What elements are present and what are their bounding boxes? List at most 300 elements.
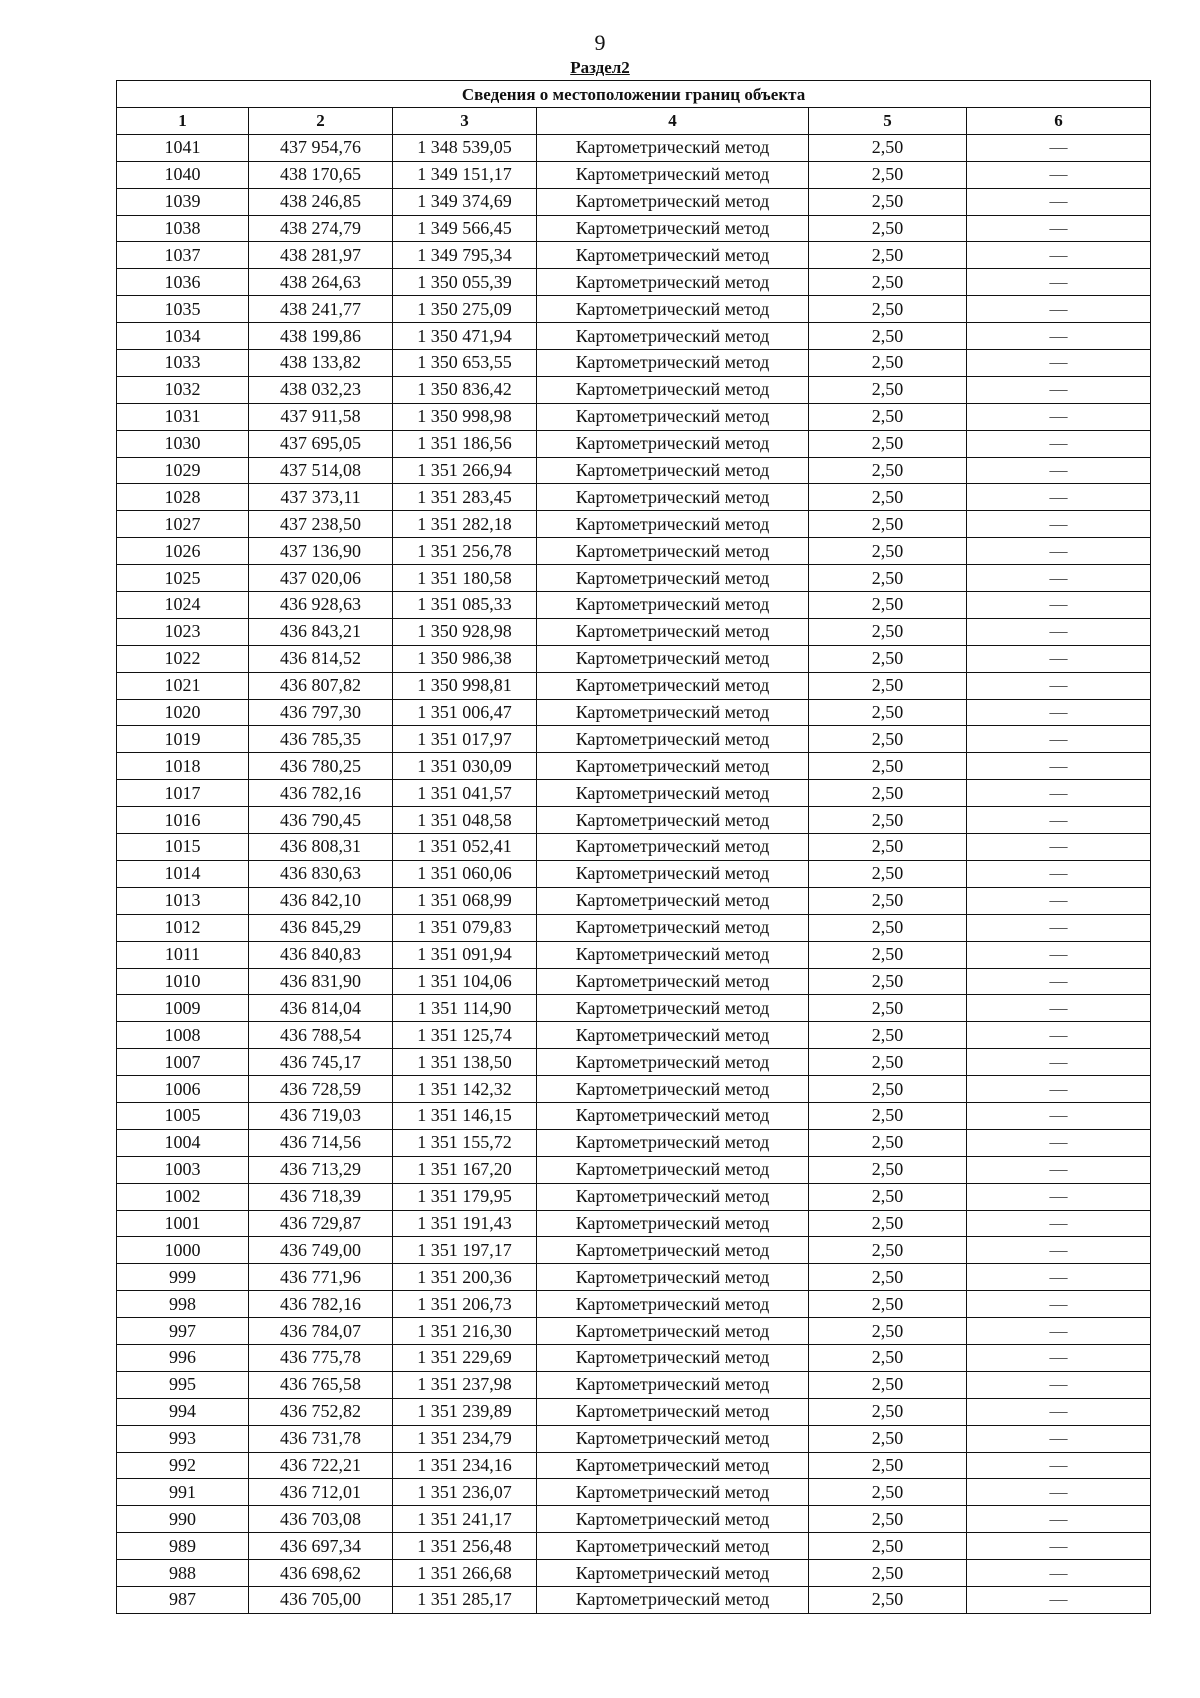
accuracy-cell: 2,50 [809, 1452, 967, 1479]
method-cell: Картометрический метод [537, 323, 809, 350]
accuracy-cell: 2,50 [809, 457, 967, 484]
accuracy-cell: 2,50 [809, 1318, 967, 1345]
method-cell: Картометрический метод [537, 1022, 809, 1049]
accuracy-cell: 2,50 [809, 1398, 967, 1425]
point-number-cell: 1016 [117, 807, 249, 834]
point-number-cell: 1015 [117, 834, 249, 861]
method-cell: Картометрический метод [537, 296, 809, 323]
accuracy-cell: 2,50 [809, 484, 967, 511]
x-coordinate-cell: 436 830,63 [249, 860, 393, 887]
x-coordinate-cell: 436 808,31 [249, 834, 393, 861]
table-row [117, 645, 1151, 672]
description-cell: — [967, 1506, 1151, 1533]
point-number-cell: 996 [117, 1344, 249, 1371]
table-row [117, 860, 1151, 887]
description-cell: — [967, 726, 1151, 753]
accuracy-cell: 2,50 [809, 1425, 967, 1452]
accuracy-cell: 2,50 [809, 645, 967, 672]
accuracy-cell: 2,50 [809, 753, 967, 780]
accuracy-cell: 2,50 [809, 188, 967, 215]
accuracy-cell: 2,50 [809, 1102, 967, 1129]
y-coordinate-cell: 1 351 104,06 [393, 968, 537, 995]
table-row [117, 834, 1151, 861]
method-cell: Картометрический метод [537, 1398, 809, 1425]
method-cell: Картометрический метод [537, 699, 809, 726]
method-cell: Картометрический метод [537, 1156, 809, 1183]
method-cell: Картометрический метод [537, 968, 809, 995]
table-row [117, 430, 1151, 457]
table-row [117, 1129, 1151, 1156]
method-cell: Картометрический метод [537, 1586, 809, 1613]
table-row [117, 1586, 1151, 1613]
description-cell: — [967, 860, 1151, 887]
point-number-cell: 1017 [117, 780, 249, 807]
accuracy-cell: 2,50 [809, 296, 967, 323]
table-row [117, 242, 1151, 269]
method-cell: Картометрический метод [537, 538, 809, 565]
point-number-cell: 1034 [117, 323, 249, 350]
description-cell: — [967, 215, 1151, 242]
y-coordinate-cell: 1 351 052,41 [393, 834, 537, 861]
x-coordinate-cell: 438 264,63 [249, 269, 393, 296]
x-coordinate-cell: 437 373,11 [249, 484, 393, 511]
method-cell: Картометрический метод [537, 1129, 809, 1156]
method-cell: Картометрический метод [537, 376, 809, 403]
description-cell: — [967, 538, 1151, 565]
y-coordinate-cell: 1 349 151,17 [393, 161, 537, 188]
x-coordinate-cell: 436 731,78 [249, 1425, 393, 1452]
x-coordinate-cell: 436 771,96 [249, 1264, 393, 1291]
method-cell: Картометрический метод [537, 511, 809, 538]
method-cell: Картометрический метод [537, 403, 809, 430]
method-cell: Картометрический метод [537, 1264, 809, 1291]
description-cell: — [967, 1237, 1151, 1264]
x-coordinate-cell: 436 713,29 [249, 1156, 393, 1183]
table-row [117, 672, 1151, 699]
point-number-cell: 1018 [117, 753, 249, 780]
x-coordinate-cell: 438 170,65 [249, 161, 393, 188]
table-row [117, 269, 1151, 296]
x-coordinate-cell: 436 780,25 [249, 753, 393, 780]
point-number-cell: 987 [117, 1586, 249, 1613]
y-coordinate-cell: 1 351 180,58 [393, 565, 537, 592]
y-coordinate-cell: 1 350 998,98 [393, 403, 537, 430]
table-row [117, 161, 1151, 188]
method-cell: Картометрический метод [537, 1076, 809, 1103]
x-coordinate-cell: 436 729,87 [249, 1210, 393, 1237]
accuracy-cell: 2,50 [809, 1264, 967, 1291]
point-number-cell: 1030 [117, 430, 249, 457]
table-row [117, 511, 1151, 538]
table-row [117, 1291, 1151, 1318]
description-cell: — [967, 1129, 1151, 1156]
accuracy-cell: 2,50 [809, 1049, 967, 1076]
column-header: 3 [393, 108, 537, 135]
column-header: 6 [967, 108, 1151, 135]
method-cell: Картометрический метод [537, 1049, 809, 1076]
y-coordinate-cell: 1 351 006,47 [393, 699, 537, 726]
description-cell: — [967, 968, 1151, 995]
accuracy-cell: 2,50 [809, 1586, 967, 1613]
x-coordinate-cell: 438 274,79 [249, 215, 393, 242]
x-coordinate-cell: 437 238,50 [249, 511, 393, 538]
accuracy-cell: 2,50 [809, 1291, 967, 1318]
y-coordinate-cell: 1 351 186,56 [393, 430, 537, 457]
accuracy-cell: 2,50 [809, 780, 967, 807]
x-coordinate-cell: 436 785,35 [249, 726, 393, 753]
y-coordinate-cell: 1 351 191,43 [393, 1210, 537, 1237]
x-coordinate-cell: 437 514,08 [249, 457, 393, 484]
table-row [117, 134, 1151, 161]
method-cell: Картометрический метод [537, 242, 809, 269]
table-row [117, 887, 1151, 914]
method-cell: Картометрический метод [537, 1560, 809, 1587]
description-cell: — [967, 350, 1151, 377]
point-number-cell: 1011 [117, 941, 249, 968]
table-row [117, 565, 1151, 592]
x-coordinate-cell: 436 749,00 [249, 1237, 393, 1264]
table-header [117, 81, 1151, 135]
description-cell: — [967, 645, 1151, 672]
description-cell: — [967, 188, 1151, 215]
x-coordinate-cell: 438 241,77 [249, 296, 393, 323]
description-cell: — [967, 1452, 1151, 1479]
y-coordinate-cell: 1 351 234,16 [393, 1452, 537, 1479]
accuracy-cell: 2,50 [809, 538, 967, 565]
y-coordinate-cell: 1 351 155,72 [393, 1129, 537, 1156]
point-number-cell: 1033 [117, 350, 249, 377]
method-cell: Картометрический метод [537, 914, 809, 941]
accuracy-cell: 2,50 [809, 403, 967, 430]
x-coordinate-cell: 436 788,54 [249, 1022, 393, 1049]
description-cell: — [967, 269, 1151, 296]
description-cell: — [967, 430, 1151, 457]
y-coordinate-cell: 1 350 653,55 [393, 350, 537, 377]
column-header: 4 [537, 108, 809, 135]
point-number-cell: 997 [117, 1318, 249, 1345]
description-cell: — [967, 242, 1151, 269]
accuracy-cell: 2,50 [809, 941, 967, 968]
x-coordinate-cell: 436 814,52 [249, 645, 393, 672]
method-cell: Картометрический метод [537, 1506, 809, 1533]
method-cell: Картометрический метод [537, 457, 809, 484]
description-cell: — [967, 1291, 1151, 1318]
table-row [117, 1022, 1151, 1049]
point-number-cell: 1002 [117, 1183, 249, 1210]
method-cell: Картометрический метод [537, 1183, 809, 1210]
description-cell: — [967, 699, 1151, 726]
point-number-cell: 1038 [117, 215, 249, 242]
y-coordinate-cell: 1 351 283,45 [393, 484, 537, 511]
point-number-cell: 993 [117, 1425, 249, 1452]
point-number-cell: 1000 [117, 1237, 249, 1264]
x-coordinate-cell: 436 784,07 [249, 1318, 393, 1345]
x-coordinate-cell: 437 020,06 [249, 565, 393, 592]
table-row [117, 592, 1151, 619]
x-coordinate-cell: 436 790,45 [249, 807, 393, 834]
description-cell: — [967, 1479, 1151, 1506]
table-row [117, 323, 1151, 350]
accuracy-cell: 2,50 [809, 565, 967, 592]
method-cell: Картометрический метод [537, 1291, 809, 1318]
description-cell: — [967, 323, 1151, 350]
x-coordinate-cell: 436 843,21 [249, 618, 393, 645]
table-row [117, 1371, 1151, 1398]
description-cell: — [967, 995, 1151, 1022]
point-number-cell: 1022 [117, 645, 249, 672]
x-coordinate-cell: 436 703,08 [249, 1506, 393, 1533]
y-coordinate-cell: 1 351 216,30 [393, 1318, 537, 1345]
y-coordinate-cell: 1 350 928,98 [393, 618, 537, 645]
x-coordinate-cell: 436 840,83 [249, 941, 393, 968]
y-coordinate-cell: 1 351 239,89 [393, 1398, 537, 1425]
description-cell: — [967, 1210, 1151, 1237]
x-coordinate-cell: 438 032,23 [249, 376, 393, 403]
y-coordinate-cell: 1 350 836,42 [393, 376, 537, 403]
accuracy-cell: 2,50 [809, 1156, 967, 1183]
accuracy-cell: 2,50 [809, 968, 967, 995]
table-row [117, 1344, 1151, 1371]
description-cell: — [967, 403, 1151, 430]
x-coordinate-cell: 436 752,82 [249, 1398, 393, 1425]
accuracy-cell: 2,50 [809, 887, 967, 914]
point-number-cell: 1040 [117, 161, 249, 188]
accuracy-cell: 2,50 [809, 1183, 967, 1210]
description-cell: — [967, 1344, 1151, 1371]
point-number-cell: 1003 [117, 1156, 249, 1183]
point-number-cell: 1024 [117, 592, 249, 619]
point-number-cell: 1012 [117, 914, 249, 941]
accuracy-cell: 2,50 [809, 269, 967, 296]
x-coordinate-cell: 437 911,58 [249, 403, 393, 430]
x-coordinate-cell: 438 199,86 [249, 323, 393, 350]
method-cell: Картометрический метод [537, 1479, 809, 1506]
y-coordinate-cell: 1 351 041,57 [393, 780, 537, 807]
y-coordinate-cell: 1 351 167,20 [393, 1156, 537, 1183]
method-cell: Картометрический метод [537, 430, 809, 457]
point-number-cell: 1008 [117, 1022, 249, 1049]
y-coordinate-cell: 1 349 566,45 [393, 215, 537, 242]
point-number-cell: 1037 [117, 242, 249, 269]
x-coordinate-cell: 438 133,82 [249, 350, 393, 377]
accuracy-cell: 2,50 [809, 161, 967, 188]
y-coordinate-cell: 1 351 256,78 [393, 538, 537, 565]
table-row [117, 914, 1151, 941]
point-number-cell: 1004 [117, 1129, 249, 1156]
column-header: 5 [809, 108, 967, 135]
point-number-cell: 1006 [117, 1076, 249, 1103]
point-number-cell: 1026 [117, 538, 249, 565]
x-coordinate-cell: 436 928,63 [249, 592, 393, 619]
table-row [117, 807, 1151, 834]
table-body [117, 134, 1151, 1613]
y-coordinate-cell: 1 351 068,99 [393, 887, 537, 914]
description-cell: — [967, 780, 1151, 807]
description-cell: — [967, 134, 1151, 161]
accuracy-cell: 2,50 [809, 350, 967, 377]
description-cell: — [967, 914, 1151, 941]
description-cell: — [967, 296, 1151, 323]
y-coordinate-cell: 1 351 048,58 [393, 807, 537, 834]
table-row [117, 618, 1151, 645]
x-coordinate-cell: 436 698,62 [249, 1560, 393, 1587]
accuracy-cell: 2,50 [809, 995, 967, 1022]
point-number-cell: 1025 [117, 565, 249, 592]
point-number-cell: 1028 [117, 484, 249, 511]
y-coordinate-cell: 1 350 471,94 [393, 323, 537, 350]
table-row [117, 995, 1151, 1022]
description-cell: — [967, 161, 1151, 188]
method-cell: Картометрический метод [537, 350, 809, 377]
y-coordinate-cell: 1 351 285,17 [393, 1586, 537, 1613]
point-number-cell: 1041 [117, 134, 249, 161]
table-row [117, 1156, 1151, 1183]
table-row [117, 699, 1151, 726]
accuracy-cell: 2,50 [809, 860, 967, 887]
method-cell: Картометрический метод [537, 188, 809, 215]
method-cell: Картометрический метод [537, 807, 809, 834]
table-row [117, 1425, 1151, 1452]
description-cell: — [967, 1156, 1151, 1183]
y-coordinate-cell: 1 351 234,79 [393, 1425, 537, 1452]
table-row [117, 1049, 1151, 1076]
point-number-cell: 995 [117, 1371, 249, 1398]
x-coordinate-cell: 436 745,17 [249, 1049, 393, 1076]
point-number-cell: 1005 [117, 1102, 249, 1129]
point-number-cell: 1027 [117, 511, 249, 538]
x-coordinate-cell: 436 782,16 [249, 780, 393, 807]
description-cell: — [967, 1049, 1151, 1076]
point-number-cell: 998 [117, 1291, 249, 1318]
point-number-cell: 1013 [117, 887, 249, 914]
point-number-cell: 1020 [117, 699, 249, 726]
accuracy-cell: 2,50 [809, 807, 967, 834]
x-coordinate-cell: 437 136,90 [249, 538, 393, 565]
description-cell: — [967, 376, 1151, 403]
description-cell: — [967, 1586, 1151, 1613]
point-number-cell: 999 [117, 1264, 249, 1291]
table-row [117, 726, 1151, 753]
y-coordinate-cell: 1 351 256,48 [393, 1533, 537, 1560]
method-cell: Картометрический метод [537, 161, 809, 188]
description-cell: — [967, 1371, 1151, 1398]
table-row [117, 1264, 1151, 1291]
accuracy-cell: 2,50 [809, 511, 967, 538]
boundary-coordinates-table [116, 80, 1151, 1614]
description-cell: — [967, 887, 1151, 914]
method-cell: Картометрический метод [537, 1371, 809, 1398]
point-number-cell: 992 [117, 1452, 249, 1479]
method-cell: Картометрический метод [537, 484, 809, 511]
accuracy-cell: 2,50 [809, 618, 967, 645]
point-number-cell: 1021 [117, 672, 249, 699]
method-cell: Картометрический метод [537, 1533, 809, 1560]
method-cell: Картометрический метод [537, 269, 809, 296]
accuracy-cell: 2,50 [809, 323, 967, 350]
table-row [117, 941, 1151, 968]
y-coordinate-cell: 1 351 142,32 [393, 1076, 537, 1103]
table-row [117, 1318, 1151, 1345]
description-cell: — [967, 1398, 1151, 1425]
x-coordinate-cell: 436 697,34 [249, 1533, 393, 1560]
y-coordinate-cell: 1 351 266,94 [393, 457, 537, 484]
point-number-cell: 1007 [117, 1049, 249, 1076]
description-cell: — [967, 1425, 1151, 1452]
description-cell: — [967, 672, 1151, 699]
accuracy-cell: 2,50 [809, 1506, 967, 1533]
y-coordinate-cell: 1 349 374,69 [393, 188, 537, 215]
table-row [117, 376, 1151, 403]
y-coordinate-cell: 1 351 237,98 [393, 1371, 537, 1398]
description-cell: — [967, 1560, 1151, 1587]
x-coordinate-cell: 436 705,00 [249, 1586, 393, 1613]
table-row [117, 215, 1151, 242]
description-cell: — [967, 1022, 1151, 1049]
method-cell: Картометрический метод [537, 887, 809, 914]
x-coordinate-cell: 436 845,29 [249, 914, 393, 941]
description-cell: — [967, 807, 1151, 834]
y-coordinate-cell: 1 350 275,09 [393, 296, 537, 323]
table-row [117, 1506, 1151, 1533]
point-number-cell: 1001 [117, 1210, 249, 1237]
table-row [117, 1183, 1151, 1210]
accuracy-cell: 2,50 [809, 134, 967, 161]
table-row [117, 484, 1151, 511]
description-cell: — [967, 834, 1151, 861]
y-coordinate-cell: 1 348 539,05 [393, 134, 537, 161]
x-coordinate-cell: 436 807,82 [249, 672, 393, 699]
table-row [117, 1210, 1151, 1237]
x-coordinate-cell: 438 281,97 [249, 242, 393, 269]
y-coordinate-cell: 1 350 998,81 [393, 672, 537, 699]
table-row [117, 1102, 1151, 1129]
accuracy-cell: 2,50 [809, 592, 967, 619]
table-row [117, 1560, 1151, 1587]
x-coordinate-cell: 438 246,85 [249, 188, 393, 215]
accuracy-cell: 2,50 [809, 1237, 967, 1264]
table-row [117, 1533, 1151, 1560]
y-coordinate-cell: 1 351 138,50 [393, 1049, 537, 1076]
method-cell: Картометрический метод [537, 834, 809, 861]
method-cell: Картометрический метод [537, 1210, 809, 1237]
table-row [117, 1398, 1151, 1425]
y-coordinate-cell: 1 351 125,74 [393, 1022, 537, 1049]
x-coordinate-cell: 436 775,78 [249, 1344, 393, 1371]
x-coordinate-cell: 436 728,59 [249, 1076, 393, 1103]
x-coordinate-cell: 436 765,58 [249, 1371, 393, 1398]
point-number-cell: 1023 [117, 618, 249, 645]
section-label: Раздел2 [570, 58, 630, 77]
method-cell: Картометрический метод [537, 565, 809, 592]
method-cell: Картометрический метод [537, 1452, 809, 1479]
accuracy-cell: 2,50 [809, 834, 967, 861]
table-row [117, 350, 1151, 377]
description-cell: — [967, 565, 1151, 592]
method-cell: Картометрический метод [537, 780, 809, 807]
y-coordinate-cell: 1 351 197,17 [393, 1237, 537, 1264]
x-coordinate-cell: 436 797,30 [249, 699, 393, 726]
method-cell: Картометрический метод [537, 860, 809, 887]
y-coordinate-cell: 1 351 236,07 [393, 1479, 537, 1506]
accuracy-cell: 2,50 [809, 430, 967, 457]
y-coordinate-cell: 1 349 795,34 [393, 242, 537, 269]
accuracy-cell: 2,50 [809, 215, 967, 242]
table-row [117, 780, 1151, 807]
x-coordinate-cell: 436 719,03 [249, 1102, 393, 1129]
point-number-cell: 1009 [117, 995, 249, 1022]
method-cell: Картометрический метод [537, 1237, 809, 1264]
accuracy-cell: 2,50 [809, 672, 967, 699]
